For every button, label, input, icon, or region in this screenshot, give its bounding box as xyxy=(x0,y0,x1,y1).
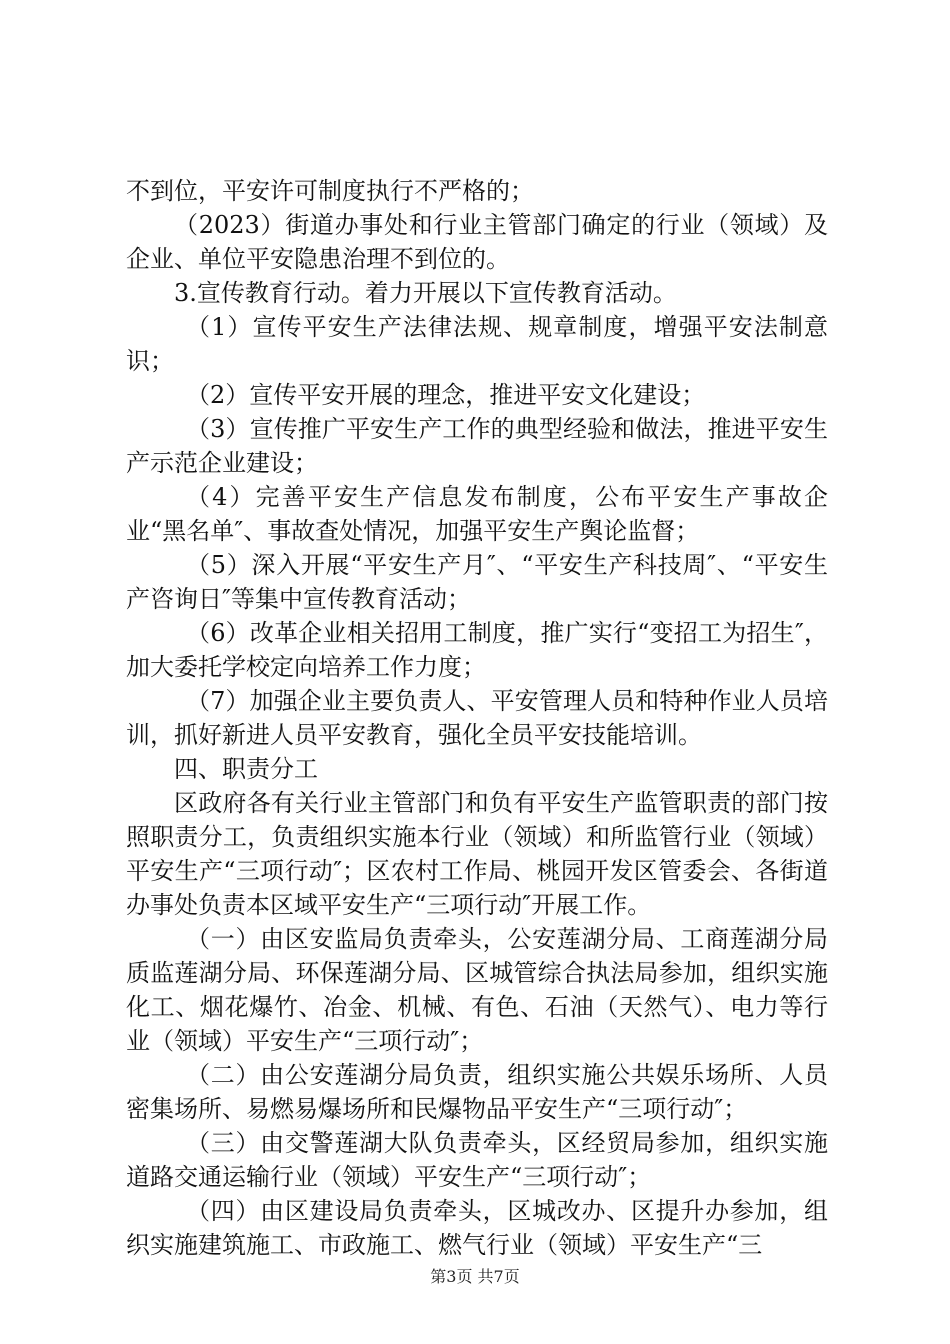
paragraph-duties-intro: 区政府各有关行业主管部门和负有平安生产监管职责的部门按照职责分工，负责组织实施本行业（领域）和所监管行业（领域）平安生产“三项行动″；区农村工作局、桃园开发区管委会、各街道办事处负责本区域平安生产“三项行动″开展工作。 xyxy=(126,789,828,919)
list-item-5: （5）深入开展“平安生产月″、“平安生产科技周″、“平安生产咨询日″等集中宣传教育活动； xyxy=(126,551,828,613)
paragraph-item-2023: （2023）街道办事处和行业主管部门确定的行业（领域）及企业、单位平安隐患治理不到位的。 xyxy=(126,211,828,273)
page-footer: 第3页 共7页 xyxy=(430,1267,520,1286)
paragraph-continuation: 不到位，平安许可制度执行不严格的； xyxy=(126,177,534,205)
list-item-7: （7）加强企业主要负责人、平安管理人员和特种作业人员培训，抓好新进人员平安教育，强化全员平安技能培训。 xyxy=(126,687,828,749)
section-heading-publicity: 3.宣传教育行动。着力开展以下宣传教育活动。 xyxy=(174,279,677,307)
list-item-2: （2）宣传平安开展的理念，推进平安文化建设； xyxy=(186,381,706,409)
duty-item-4: （四）由区建设局负责牵头，区城改办、区提升办参加，组织实施建筑施工、市政施工、燃气行业（领域）平安生产“三 xyxy=(126,1197,828,1259)
section-heading-duties: 四、职责分工 xyxy=(174,755,318,783)
list-item-1: （1）宣传平安生产法律法规、规章制度，增强平安法制意识； xyxy=(126,313,828,375)
duty-item-1: （一）由区安监局负责牵头，公安莲湖分局、工商莲湖分局质监莲湖分局、环保莲湖分局、区城管综合执法局参加，组织实施化工、烟花爆竹、冶金、机械、有色、石油（天然气）、电力等行业（领域）平安生产“三项行动″； xyxy=(126,925,828,1055)
list-item-3: （3）宣传推广平安生产工作的典型经验和做法，推进平安生产示范企业建设； xyxy=(126,415,828,477)
list-item-6: （6）改革企业相关招用工制度，推广实行“变招工为招生″，加大委托学校定向培养工作力度； xyxy=(126,619,828,681)
duty-item-3: （三）由交警莲湖大队负责牵头，区经贸局参加，组织实施道路交通运输行业（领域）平安生产“三项行动″； xyxy=(126,1129,828,1191)
document-body xyxy=(126,174,828,1262)
list-item-4: （4）完善平安生产信息发布制度，公布平安生产事故企业“黑名单″、事故查处情况，加强平安生产舆论监督； xyxy=(126,483,828,545)
duty-item-2: （二）由公安莲湖分局负责，组织实施公共娱乐场所、人员密集场所、易燃易爆场所和民爆物品平安生产“三项行动″； xyxy=(126,1061,828,1123)
